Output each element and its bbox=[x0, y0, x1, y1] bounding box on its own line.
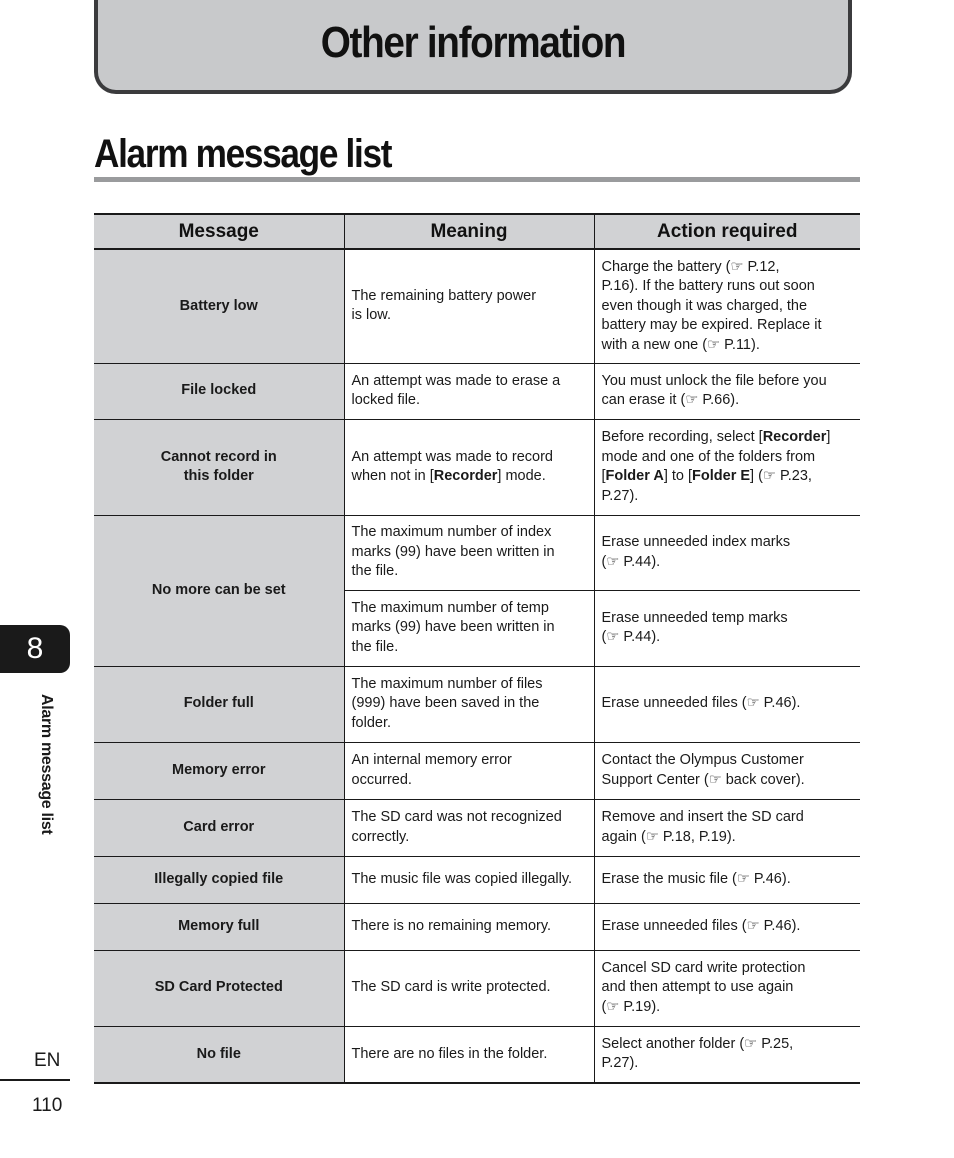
language-divider bbox=[0, 1079, 70, 1081]
table-row bbox=[94, 903, 860, 950]
meaning-cell: The remaining battery power is low. bbox=[344, 249, 594, 363]
table-row bbox=[94, 419, 860, 515]
message-cell: Cannot record in this folder bbox=[94, 419, 344, 515]
page-number: 110 bbox=[32, 1095, 63, 1116]
action-cell: Before recording, select [Recorder] mode and one of the folders from [Folder A] to [Folder E] (☞ P.23, P.27). bbox=[594, 419, 860, 515]
action-cell: Erase unneeded index marks (☞ P.44). bbox=[594, 515, 860, 590]
action-cell: Cancel SD card write protection and then attempt to use again (☞ P.19). bbox=[594, 950, 860, 1026]
table-row bbox=[94, 249, 860, 363]
section-divider bbox=[94, 177, 860, 182]
column-header-action: Action required bbox=[594, 214, 860, 249]
action-cell: Erase unneeded files (☞ P.46). bbox=[594, 903, 860, 950]
action-cell: Contact the Olympus Customer Support Center (☞ back cover). bbox=[594, 742, 860, 799]
chapter-number-tab: 8 bbox=[0, 625, 70, 673]
table-row bbox=[94, 856, 860, 903]
meaning-cell: There are no files in the folder. bbox=[344, 1026, 594, 1083]
chapter-title: Other information bbox=[320, 18, 626, 67]
meaning-cell: There is no remaining memory. bbox=[344, 903, 594, 950]
message-cell: Folder full bbox=[94, 666, 344, 742]
table-row bbox=[94, 666, 860, 742]
column-header-meaning: Meaning bbox=[344, 214, 594, 249]
meaning-cell: The maximum number of files (999) have been saved in the folder. bbox=[344, 666, 594, 742]
message-cell: No more can be set bbox=[94, 515, 344, 666]
table-row bbox=[94, 1026, 860, 1083]
table-row bbox=[94, 950, 860, 1026]
message-cell: Illegally copied file bbox=[94, 856, 344, 903]
message-cell: Battery low bbox=[94, 249, 344, 363]
message-cell: Card error bbox=[94, 799, 344, 856]
meaning-cell: The maximum number of temp marks (99) have been written in the file. bbox=[344, 590, 594, 666]
table-row bbox=[94, 742, 860, 799]
table-row bbox=[94, 363, 860, 419]
message-cell: No file bbox=[94, 1026, 344, 1083]
table-row bbox=[94, 799, 860, 856]
language-label: EN bbox=[34, 1050, 61, 1071]
action-cell: Erase unneeded files (☞ P.46). bbox=[594, 666, 860, 742]
alarm-message-table bbox=[94, 213, 860, 1084]
meaning-cell: The SD card was not recognized correctly. bbox=[344, 799, 594, 856]
meaning-cell: An internal memory error occurred. bbox=[344, 742, 594, 799]
action-cell: Erase the music file (☞ P.46). bbox=[594, 856, 860, 903]
column-header-message: Message bbox=[94, 214, 344, 249]
action-cell: Select another folder (☞ P.25, P.27). bbox=[594, 1026, 860, 1083]
action-cell: Remove and insert the SD card again (☞ P.18, P.19). bbox=[594, 799, 860, 856]
message-cell: File locked bbox=[94, 363, 344, 419]
section-title: Alarm message list bbox=[94, 132, 392, 176]
meaning-cell: The maximum number of index marks (99) have been written in the file. bbox=[344, 515, 594, 590]
table-row bbox=[94, 515, 860, 590]
table-header-row bbox=[94, 214, 860, 249]
action-cell: You must unlock the file before you can erase it (☞ P.66). bbox=[594, 363, 860, 419]
chapter-banner bbox=[94, 0, 852, 94]
message-cell: Memory full bbox=[94, 903, 344, 950]
action-cell: Charge the battery (☞ P.12, P.16). If the battery runs out soon even though it was charged, the battery may be expired. Replace it with a new one (☞ P.11). bbox=[594, 249, 860, 363]
side-section-label: Alarm message list bbox=[38, 694, 55, 835]
meaning-cell: An attempt was made to erase a locked file. bbox=[344, 363, 594, 419]
message-cell: Memory error bbox=[94, 742, 344, 799]
meaning-cell: The SD card is write protected. bbox=[344, 950, 594, 1026]
meaning-cell: An attempt was made to record when not in [Recorder] mode. bbox=[344, 419, 594, 515]
meaning-cell: The music file was copied illegally. bbox=[344, 856, 594, 903]
message-cell: SD Card Protected bbox=[94, 950, 344, 1026]
action-cell: Erase unneeded temp marks (☞ P.44). bbox=[594, 590, 860, 666]
